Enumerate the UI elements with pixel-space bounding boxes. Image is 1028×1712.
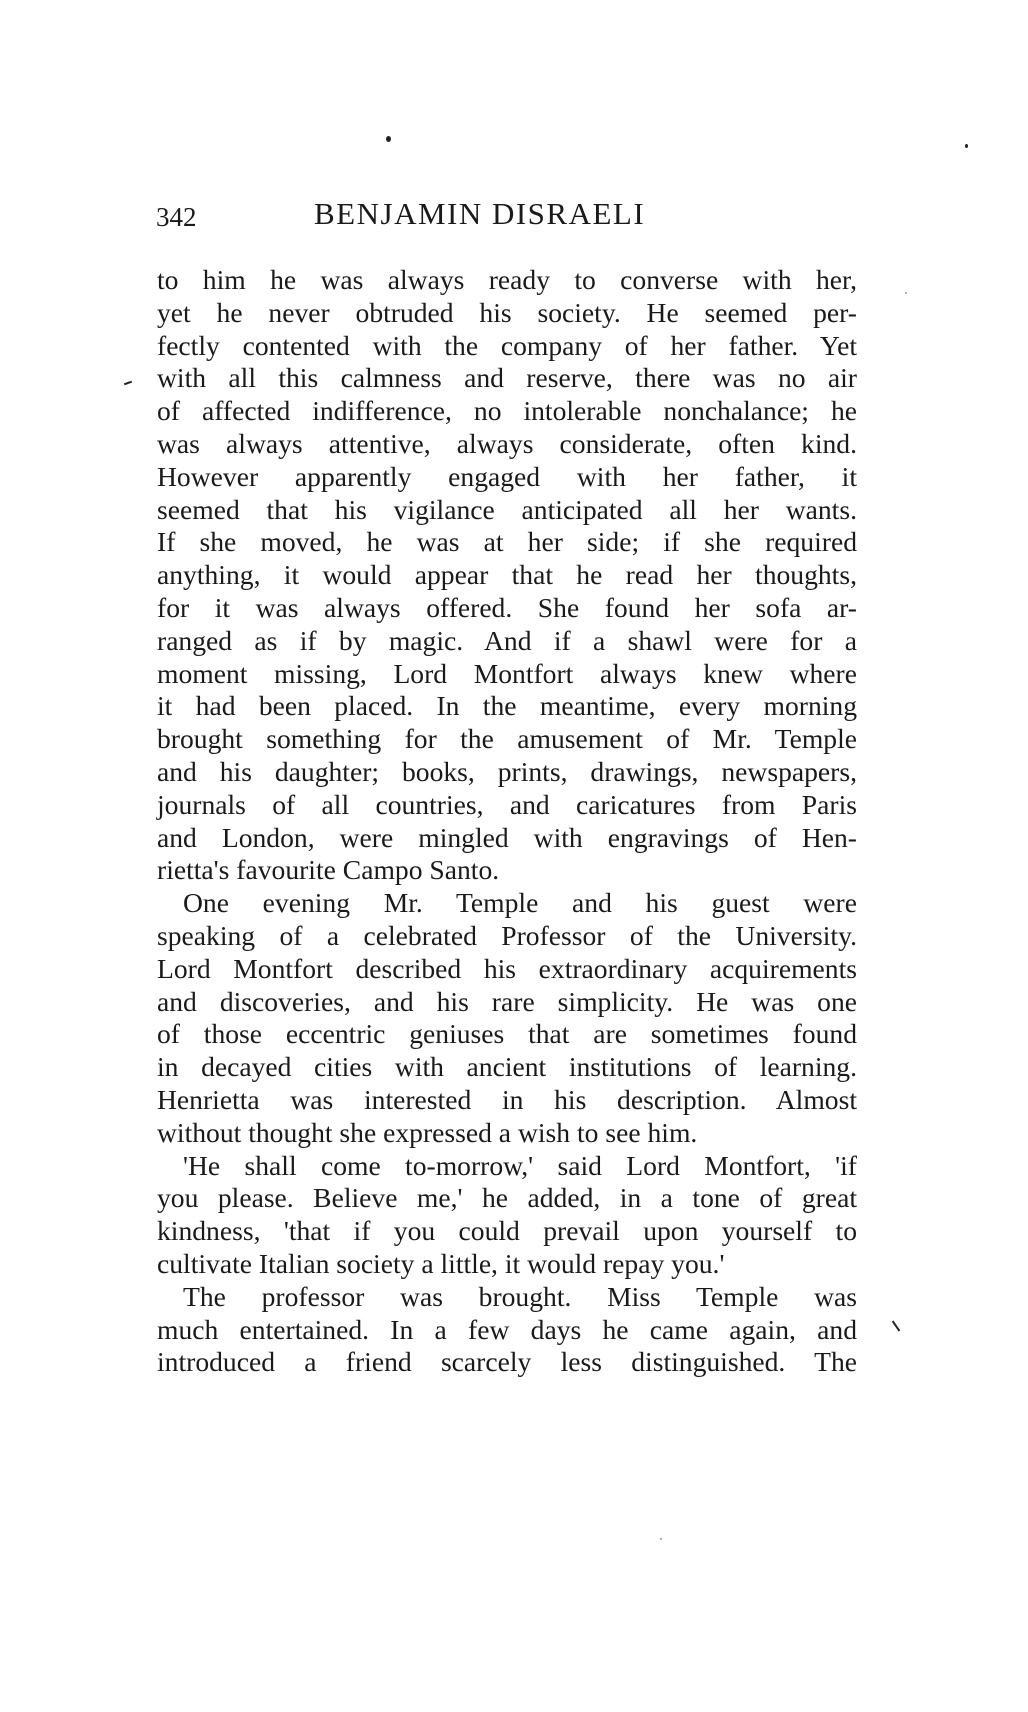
text-line: fectly contented with the company of her father. Yet <box>157 329 857 361</box>
text-line: was always attentive, always considerate, often kind. <box>157 427 857 459</box>
text-line: kindness, 'that if you could prevail upon yourself to <box>157 1215 857 1247</box>
text-line: and discoveries, and his rare simplicity. He was one <box>157 985 857 1017</box>
running-head <box>156 196 856 240</box>
text-line: One evening Mr. Temple and his guest were <box>183 887 857 919</box>
text-line: rietta's favourite Campo Santo. <box>157 854 500 886</box>
text-line: anything, it would appear that he read her thoughts, <box>157 559 857 591</box>
scan-speck <box>386 136 391 142</box>
text-line: ranged as if by magic. And if a shawl were for a <box>157 624 857 656</box>
text-line: speaking of a celebrated Professor of the University. <box>157 919 857 951</box>
text-line: 'He shall come to-morrow,' said Lord Montfort, 'if <box>183 1149 857 1181</box>
scan-speck <box>965 144 968 148</box>
text-line: for it was always offered. She found her sofa ar- <box>157 591 857 623</box>
text-line: of affected indifference, no intolerable nonchalance; he <box>157 395 857 427</box>
scan-speck <box>660 1538 662 1540</box>
text-line: yet he never obtruded his society. He seemed per- <box>157 296 857 328</box>
text-line: it had been placed. In the meantime, every morning <box>157 690 857 722</box>
margin-tick-mark <box>892 1321 901 1332</box>
text-line: Henrietta was interested in his description. Almost <box>157 1083 857 1115</box>
text-line: moment missing, Lord Montfort always knew where <box>157 657 857 689</box>
text-line: cultivate Italian society a little, it would repay you.' <box>157 1247 725 1279</box>
text-line: and his daughter; books, prints, drawings, newspapers, <box>157 755 857 787</box>
text-line: with all this calmness and reserve, there was no air <box>157 362 857 394</box>
text-line: brought something for the amusement of Mr. Temple <box>157 723 857 755</box>
text-line: seemed that his vigilance anticipated all her wants. <box>157 493 857 525</box>
running-title: BENJAMIN DISRAELI <box>314 196 646 231</box>
body-text <box>157 264 857 1379</box>
text-line: without thought she expressed a wish to see him. <box>157 1116 698 1148</box>
text-line: If she moved, he was at her side; if she required <box>157 526 857 558</box>
page-number: 342 <box>156 202 197 232</box>
text-line: introduced a friend scarcely less distinguished. The <box>157 1346 857 1378</box>
text-line: Lord Montfort described his extraordinary acquirements <box>157 952 857 984</box>
text-line: much entertained. In a few days he came again, and <box>157 1313 857 1345</box>
text-line: of those eccentric geniuses that are sometimes found <box>157 1018 857 1050</box>
text-line: you please. Believe me,' he added, in a tone of great <box>157 1182 857 1214</box>
text-line: However apparently engaged with her father, it <box>157 460 857 492</box>
text-line: and London, were mingled with engravings of Hen- <box>157 821 857 853</box>
text-line: journals of all countries, and caricatures from Paris <box>157 788 857 820</box>
text-line: The professor was brought. Miss Temple was <box>183 1280 857 1312</box>
margin-tick-mark <box>124 381 132 386</box>
text-line: in decayed cities with ancient institutions of learning. <box>157 1051 857 1083</box>
text-line: to him he was always ready to converse with her, <box>157 264 857 295</box>
scan-speck <box>905 292 907 294</box>
